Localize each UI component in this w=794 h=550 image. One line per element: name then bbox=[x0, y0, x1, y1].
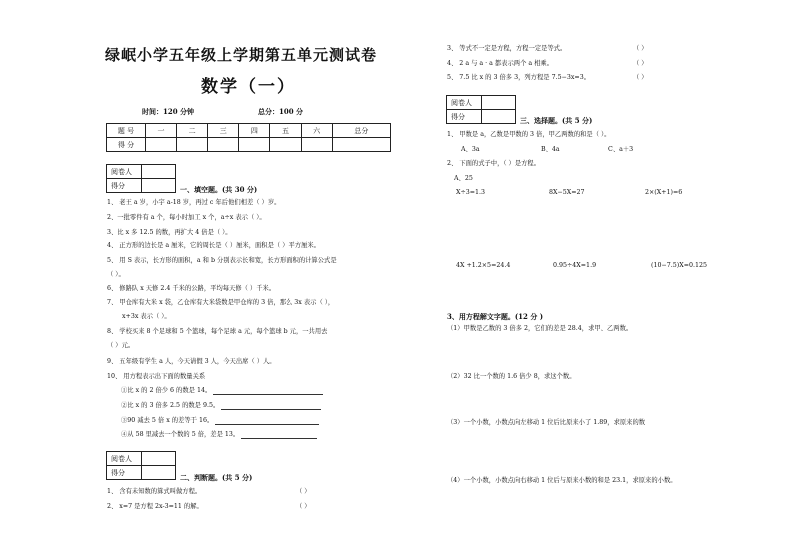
question-1-8-cont: （ ）元。 bbox=[107, 342, 135, 349]
grader-score-cell[interactable] bbox=[142, 179, 176, 193]
equation-option[interactable]: 8X−5X=27 bbox=[549, 189, 585, 196]
question-3-1: 1、 甲数是 a，乙数是甲数的 3 倍，甲乙两数的和是（ ）。 bbox=[447, 131, 611, 138]
question-4-2: （2）32 比一个数的 1.6 倍少 8，求这个数。 bbox=[447, 373, 576, 380]
score-row-label: 得 分 bbox=[107, 138, 146, 152]
equation-option[interactable]: (10−7.5)X=0.125 bbox=[651, 262, 708, 269]
question-1-2: 2、一批零件有 a 个，每小时加工 x 个，a÷x 表示（ ）。 bbox=[107, 214, 266, 221]
option-a[interactable]: A、3a bbox=[461, 146, 480, 153]
score-table-header-row bbox=[107, 124, 391, 138]
grader-reviewer-label: 阅卷人 bbox=[447, 96, 482, 110]
question-2-3: 3、 等式不一定是方程，方程一定是等式。 bbox=[447, 45, 567, 52]
question-1-3: 3、比 x 多 12.5 的数，再扩大 4 倍是（ ）。 bbox=[107, 229, 232, 236]
grader-reviewer-label: 阅卷人 bbox=[107, 452, 142, 466]
item-text: ③90 减去 5 倍 x 的差等于 16。 bbox=[121, 417, 214, 424]
page-subtitle: 数学（一） bbox=[201, 77, 296, 97]
question-1-8: 8、 学校买来 8 个足球和 5 个篮球，每个足球 a 元，每个篮球 b 元，一共用去 bbox=[107, 328, 328, 335]
question-1-10-item bbox=[121, 431, 317, 439]
grader-box bbox=[106, 451, 176, 480]
question-1-10-item bbox=[121, 387, 323, 395]
score-cell[interactable] bbox=[208, 138, 239, 152]
score-table bbox=[106, 123, 391, 152]
section3-title: 三、选择题。(共 5 分) bbox=[520, 116, 593, 125]
score-cell[interactable] bbox=[177, 138, 208, 152]
question-4-3: （3）一个小数，小数点向左移动 1 位后比原来小了 1.89，求原来的数 bbox=[447, 419, 646, 426]
section1-title: 一、填空题。(共 30 分) bbox=[180, 185, 258, 194]
score-table-header: 题 号 bbox=[107, 124, 146, 138]
exam-total-score: 总分：100 分 bbox=[258, 107, 304, 116]
answer-line[interactable] bbox=[213, 394, 323, 395]
question-1-4: 4、 正方形的边长是 a 厘米，它的周长是（ ）厘米，面积是（ ）平方厘米。 bbox=[107, 242, 320, 249]
equation-option[interactable]: 2×(X+1)=6 bbox=[645, 189, 683, 196]
grader-score-label: 得分 bbox=[107, 466, 142, 480]
equation-option[interactable]: 0.95÷4X=1.9 bbox=[553, 262, 597, 269]
question-1-7-cont: x+3x 表示（ ）。 bbox=[122, 313, 171, 320]
question-1-10-item bbox=[121, 402, 321, 410]
question-1-5-cont: （ ）。 bbox=[107, 271, 125, 278]
option-a[interactable]: A、25 bbox=[454, 175, 473, 182]
section2-title: 二、判断题。(共 5 分) bbox=[180, 473, 253, 482]
question-2-1: 1、 含有未知数的算式叫做方程。 bbox=[107, 488, 202, 495]
question-2-2: 2、 x=7 是方程 2x-3=11 的解。 bbox=[107, 503, 203, 510]
question-2-5: 5、 7.5 比 x 的 3 倍多 3，列方程是 7.5−3x=3。 bbox=[447, 74, 590, 81]
option-b[interactable]: B、4a bbox=[541, 146, 560, 153]
question-1-5: 5、 用 S 表示，长方形的面积，a 和 b 分别表示长和宽，长方形面积的计算公式是 bbox=[107, 257, 337, 264]
grader-score-label: 得分 bbox=[447, 110, 482, 124]
score-table-score-row bbox=[107, 138, 391, 152]
option-c[interactable]: C、a＋3 bbox=[608, 146, 634, 153]
score-cell[interactable] bbox=[301, 138, 332, 152]
grader-reviewer-cell[interactable] bbox=[142, 165, 176, 179]
item-text: ①比 x 的 2 倍少 6 的数是 14。 bbox=[121, 387, 212, 394]
score-table-header: 总分 bbox=[332, 124, 390, 138]
question-1-9: 9、 五年级有学生 a 人，今天请假 3 人，今天出席（ ）人。 bbox=[107, 358, 276, 365]
section4-title: 3、用方程解文字题。(12 分 ) bbox=[447, 312, 544, 321]
answer-line[interactable] bbox=[221, 409, 321, 410]
grader-box bbox=[446, 95, 516, 124]
question-3-2: 2、 下面的式子中，（ ）是方程。 bbox=[447, 160, 541, 167]
equation-option[interactable]: X÷3=1.3 bbox=[456, 189, 486, 196]
item-text: ④从 58 里减去一个数的 5 倍，差是 13。 bbox=[121, 431, 240, 438]
score-table-header: 五 bbox=[270, 124, 301, 138]
grader-reviewer-cell[interactable] bbox=[142, 452, 176, 466]
score-table-header: 三 bbox=[208, 124, 239, 138]
question-1-10-item bbox=[121, 417, 319, 425]
grader-score-label: 得分 bbox=[107, 179, 142, 193]
score-table-header: 四 bbox=[239, 124, 270, 138]
score-cell[interactable] bbox=[239, 138, 270, 152]
answer-line[interactable] bbox=[215, 424, 319, 425]
question-1-10: 10、 用方程表示出下面的数量关系 bbox=[107, 373, 206, 380]
question-2-4: 4、 2 a 与 a · a 都表示两个 a 相乘。 bbox=[447, 60, 554, 67]
answer-paren[interactable]: （ ） bbox=[296, 488, 311, 495]
score-cell[interactable] bbox=[270, 138, 301, 152]
question-1-1: 1、 老王 a 岁，小宇 a-18 岁，再过 c 年后他们相差（ ）岁。 bbox=[107, 199, 281, 206]
page-title: 绿岷小学五年级上学期第五单元测试卷 bbox=[105, 46, 378, 64]
exam-time: 时间：120 分钟 bbox=[142, 107, 195, 116]
question-4-4: （4）一个小数，小数点向右移动 1 位后与原来小数的和是 23.1，求原来的小数。 bbox=[447, 477, 677, 484]
answer-paren[interactable]: （ ） bbox=[633, 60, 648, 67]
score-table-header: 六 bbox=[301, 124, 332, 138]
question-1-7: 7、 甲仓库有大米 x 袋，乙仓库有大米袋数是甲仓库的 3 倍，那么 3x 表示（ ）， bbox=[107, 299, 335, 306]
score-cell[interactable] bbox=[332, 138, 390, 152]
item-text: ②比 x 的 3 倍多 2.5 的数是 9.5。 bbox=[121, 402, 220, 409]
score-table-header: 一 bbox=[146, 124, 177, 138]
grader-box bbox=[106, 164, 176, 193]
question-4-1: （1）甲数是乙数的 3 倍多 2，它们的差是 28.4，求甲、乙两数。 bbox=[447, 325, 633, 332]
grader-score-cell[interactable] bbox=[482, 110, 516, 124]
grader-score-cell[interactable] bbox=[142, 466, 176, 480]
score-cell[interactable] bbox=[146, 138, 177, 152]
question-1-6: 6、 修路队 x 天修 2.4 千米的公路，平均每天修（ ）千米。 bbox=[107, 285, 276, 292]
grader-reviewer-cell[interactable] bbox=[482, 96, 516, 110]
answer-line[interactable] bbox=[241, 438, 317, 439]
equation-option[interactable]: 4X +1.2×5=24.4 bbox=[456, 262, 511, 269]
answer-paren[interactable]: （ ） bbox=[633, 74, 648, 81]
answer-paren[interactable]: （ ） bbox=[296, 503, 311, 510]
score-table-header: 二 bbox=[177, 124, 208, 138]
grader-reviewer-label: 阅卷人 bbox=[107, 165, 142, 179]
answer-paren[interactable]: （ ） bbox=[633, 45, 648, 52]
